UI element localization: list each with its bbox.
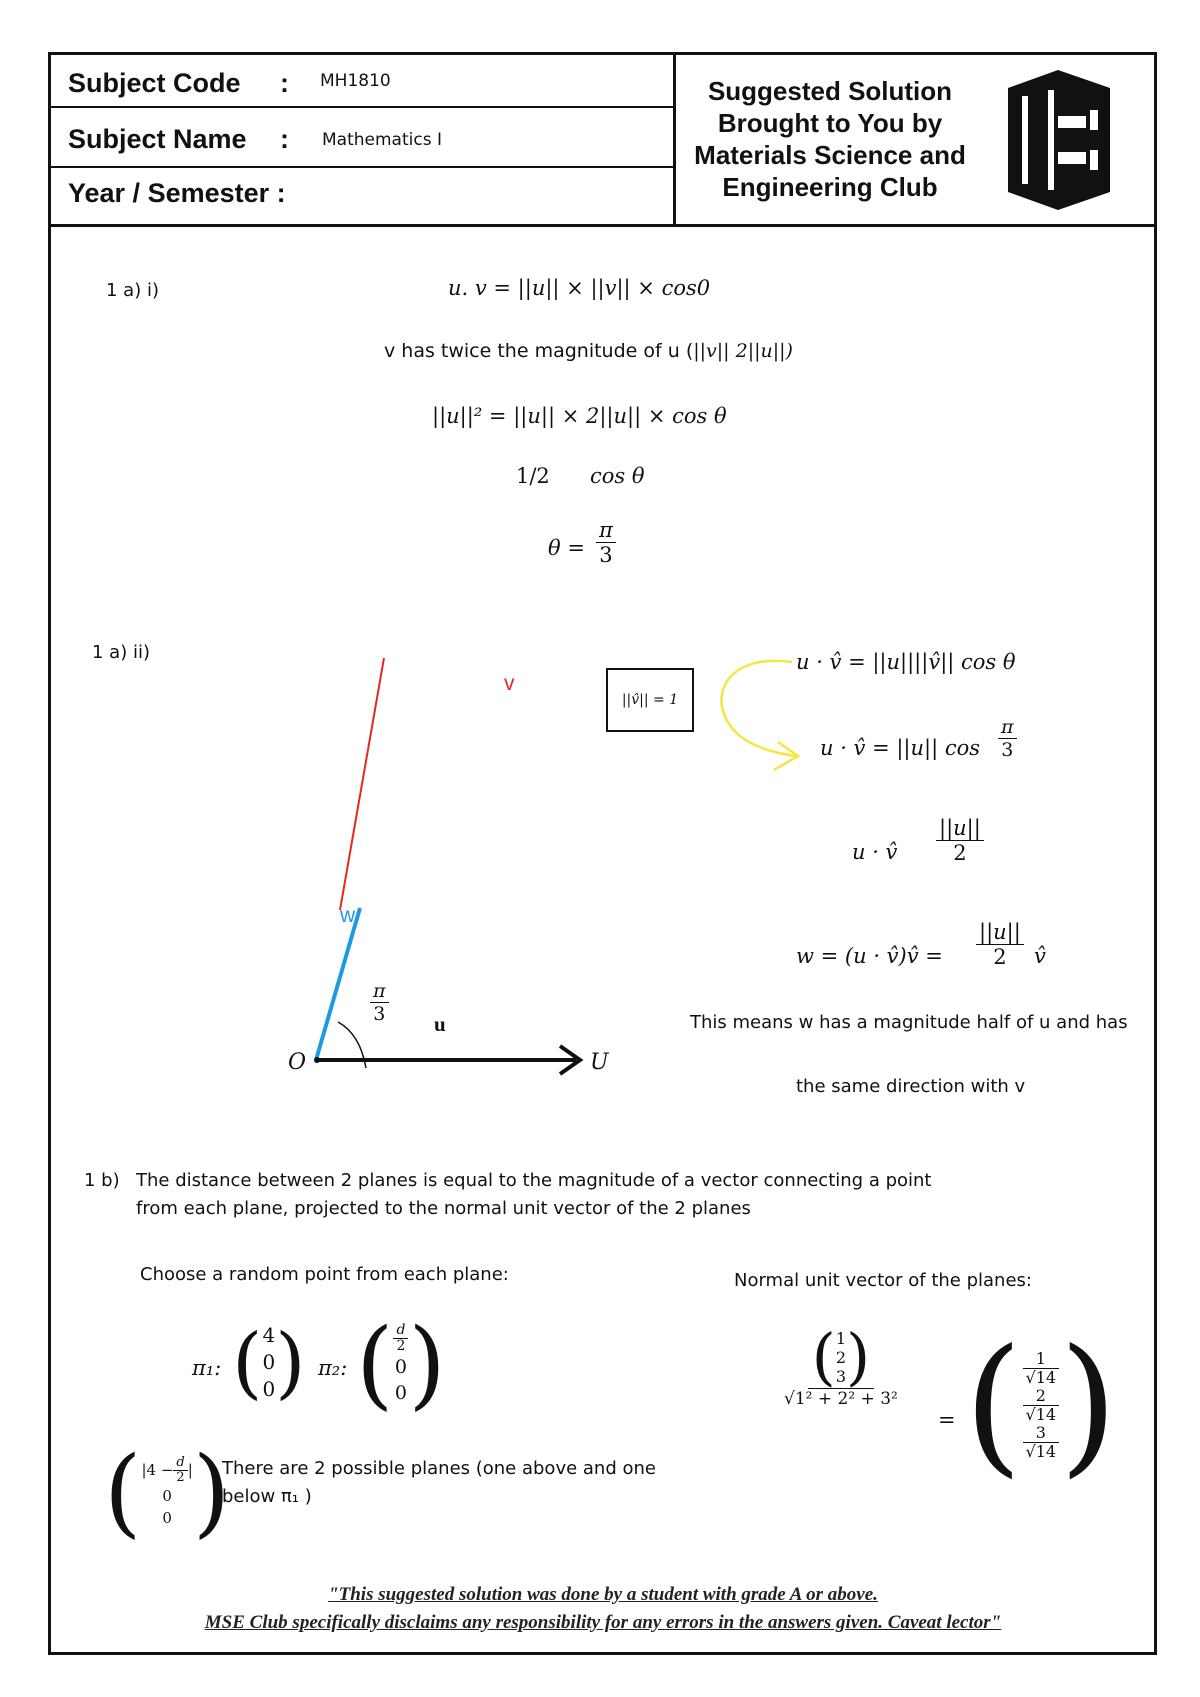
q1aii-eqD-fraction <box>976 920 1024 969</box>
vector-entry-fraction <box>1023 1350 1060 1387</box>
fraction-numerator: ||u|| <box>976 920 1024 945</box>
brand-line: Materials Science and <box>694 140 966 170</box>
colon: : <box>280 68 289 98</box>
fraction-numerator: π <box>370 980 389 1003</box>
q1ai-eq4-right: cos θ <box>590 464 645 488</box>
pi2-label: π₂: <box>318 1356 348 1380</box>
q1aii-eqC-left: u · v̂ <box>852 840 898 864</box>
q1aii-eqB-left: u · v̂ = ||u|| cos <box>820 736 981 760</box>
equals-sign: = <box>938 1408 956 1432</box>
pi1-label: π₁: <box>192 1356 222 1380</box>
header-bottom-rule <box>48 224 1157 227</box>
unit-normal-vector <box>964 1318 1118 1492</box>
brand-line: Engineering Club <box>722 172 938 202</box>
q1ai-line2 <box>384 340 793 362</box>
q1aii-eqD-right: v̂ <box>1034 944 1046 968</box>
q1ai-label: 1 a) i) <box>106 280 159 301</box>
fraction-denominator: √14 <box>1025 1367 1057 1387</box>
label-v: v <box>504 672 515 695</box>
v-line <box>340 658 384 910</box>
q1b-possible-line2: below π₁ ) <box>222 1486 312 1507</box>
fraction-numerator: d <box>393 1323 408 1339</box>
q1ai-eq4-left: 1/2 <box>516 464 550 488</box>
label-U: U <box>590 1050 609 1075</box>
label-origin: O <box>288 1050 307 1075</box>
paren-right: ) <box>192 1436 231 1548</box>
brand-line: Brought to You by <box>717 108 943 138</box>
q1aii-eqB-fraction <box>998 716 1017 761</box>
vector-entry: 0 <box>262 1350 276 1374</box>
fraction-numerator: d <box>173 1456 187 1471</box>
pi2-vector <box>356 1308 446 1420</box>
vector-entry: 4 <box>262 1323 276 1347</box>
paren-left: ( <box>104 1436 142 1548</box>
q1ai-eq5-fraction <box>596 518 616 567</box>
fraction-numerator: ||u|| <box>936 816 984 841</box>
fraction-numerator: 3 <box>1023 1424 1060 1443</box>
q1b-label: 1 b) <box>84 1170 120 1191</box>
q1ai-eq3: ||u||² = ||u|| × 2||u|| × cos θ <box>432 404 727 428</box>
fraction-denominator: 2 <box>396 1337 406 1354</box>
fraction-denominator: 2 <box>176 1469 185 1485</box>
fraction-numerator: 1 <box>1023 1350 1060 1369</box>
paren-right: ) <box>846 1320 871 1393</box>
w-line <box>316 908 360 1060</box>
vector-entry: 2 <box>835 1347 847 1367</box>
fraction-denominator: 2 <box>953 841 967 865</box>
q1aii-eqA: u · v̂ = ||u||||v̂|| cos θ <box>796 650 1016 674</box>
boxed-note: ||v̂|| = 1 <box>606 668 694 732</box>
paren-right: ) <box>408 1308 446 1420</box>
subject-code-value: MH1810 <box>320 71 391 91</box>
vector-entry-fraction <box>393 1323 408 1354</box>
footer-line2: MSE Club specifically disclaims any responsibility for any errors in the answers given. Caveat lector" <box>204 1612 1002 1633</box>
angle-label <box>370 980 389 1025</box>
normal-vector-fraction <box>784 1320 898 1409</box>
vector-entry: 0 <box>262 1377 276 1401</box>
q1aii-label: 1 a) ii) <box>92 642 150 663</box>
paren-right: ) <box>1059 1318 1118 1492</box>
q1aii-eqC-fraction <box>936 816 984 865</box>
fraction-numerator: π <box>998 716 1017 739</box>
q1b-intro-line2: from each plane, projected to the normal unit vector of the 2 planes <box>136 1198 751 1219</box>
vector-diagram <box>280 640 640 1080</box>
vector-entry: 0 <box>394 1355 407 1378</box>
q1aii-note-line2: the same direction with v <box>796 1076 1026 1097</box>
q1aii-note-line1: This means w has a magnitude half of u and has <box>690 1012 1128 1033</box>
header-divider <box>48 106 674 108</box>
fraction-numerator: 2 <box>1023 1387 1060 1406</box>
q1b-possible-line1: There are 2 possible planes (one above and one <box>222 1458 656 1479</box>
header-divider <box>48 166 674 168</box>
vector-entry-fraction <box>173 1456 187 1485</box>
q1b-normal-text: Normal unit vector of the planes: <box>734 1270 1032 1291</box>
vector-entry: 3 <box>835 1366 847 1386</box>
normal-denominator: √1² + 2² + 3² <box>784 1389 898 1409</box>
paren-right: ) <box>275 1317 306 1408</box>
vector-entry: 0 <box>162 1508 172 1527</box>
difference-vector <box>104 1436 231 1548</box>
vector-entry: 0 <box>162 1486 172 1505</box>
vector-entry <box>141 1456 192 1485</box>
mse-logo <box>996 70 1122 210</box>
paren-left: ( <box>811 1320 836 1393</box>
origin-point <box>314 1057 320 1063</box>
subject-code-label: Subject Code <box>68 68 241 98</box>
fraction-denominator: 2 <box>993 945 1007 969</box>
q1b-choose-text: Choose a random point from each plane: <box>140 1264 509 1285</box>
diff-top-left: |4 − <box>141 1461 174 1479</box>
q1b-intro-line1: The distance between 2 planes is equal to the magnitude of a vector connecting a point <box>136 1170 932 1191</box>
paren-left: ( <box>356 1308 394 1420</box>
vector-entry-fraction <box>1023 1387 1060 1424</box>
paren-left: ( <box>232 1317 263 1408</box>
diff-top-right: | <box>187 1461 193 1479</box>
paren-left: ( <box>964 1318 1023 1492</box>
label-w: w <box>340 904 356 927</box>
vector-entry-fraction <box>1023 1424 1060 1461</box>
fraction-denominator: 3 <box>1001 739 1014 761</box>
q1ai-line2-math: ||v|| 2||u||) <box>693 340 793 362</box>
footer-line1: "This suggested solution was done by a student with grade A or above. <box>328 1584 878 1605</box>
fraction-denominator: √14 <box>1025 1404 1057 1424</box>
q1aii-eqD-left: w = (u · v̂)v̂ = <box>796 944 943 968</box>
q1ai-eq1: u. v = ||u|| × ||v|| × cos0 <box>448 276 711 300</box>
fraction-denominator: 3 <box>599 543 613 567</box>
subject-name-value: Mathematics I <box>322 130 442 150</box>
fraction-denominator: √14 <box>1025 1441 1057 1461</box>
brand-text <box>680 75 980 203</box>
fraction-denominator: 3 <box>373 1003 386 1025</box>
colon: : <box>280 124 289 154</box>
year-semester-label: Year / Semester : <box>68 178 286 208</box>
q1ai-eq5-left: θ = <box>548 536 585 560</box>
yellow-curved-arrow-icon <box>700 650 810 780</box>
brand-line: Suggested Solution <box>707 76 953 106</box>
vector-entry: 1 <box>835 1328 847 1348</box>
label-u: u <box>434 1012 446 1036</box>
header-vertical-rule <box>673 52 676 226</box>
pi1-vector <box>232 1317 306 1408</box>
fraction-numerator: π <box>596 518 616 543</box>
subject-name-label: Subject Name <box>68 124 247 154</box>
q1ai-line2-text: v has twice the magnitude of u ( <box>384 340 694 362</box>
vector-entry: 0 <box>394 1381 407 1404</box>
